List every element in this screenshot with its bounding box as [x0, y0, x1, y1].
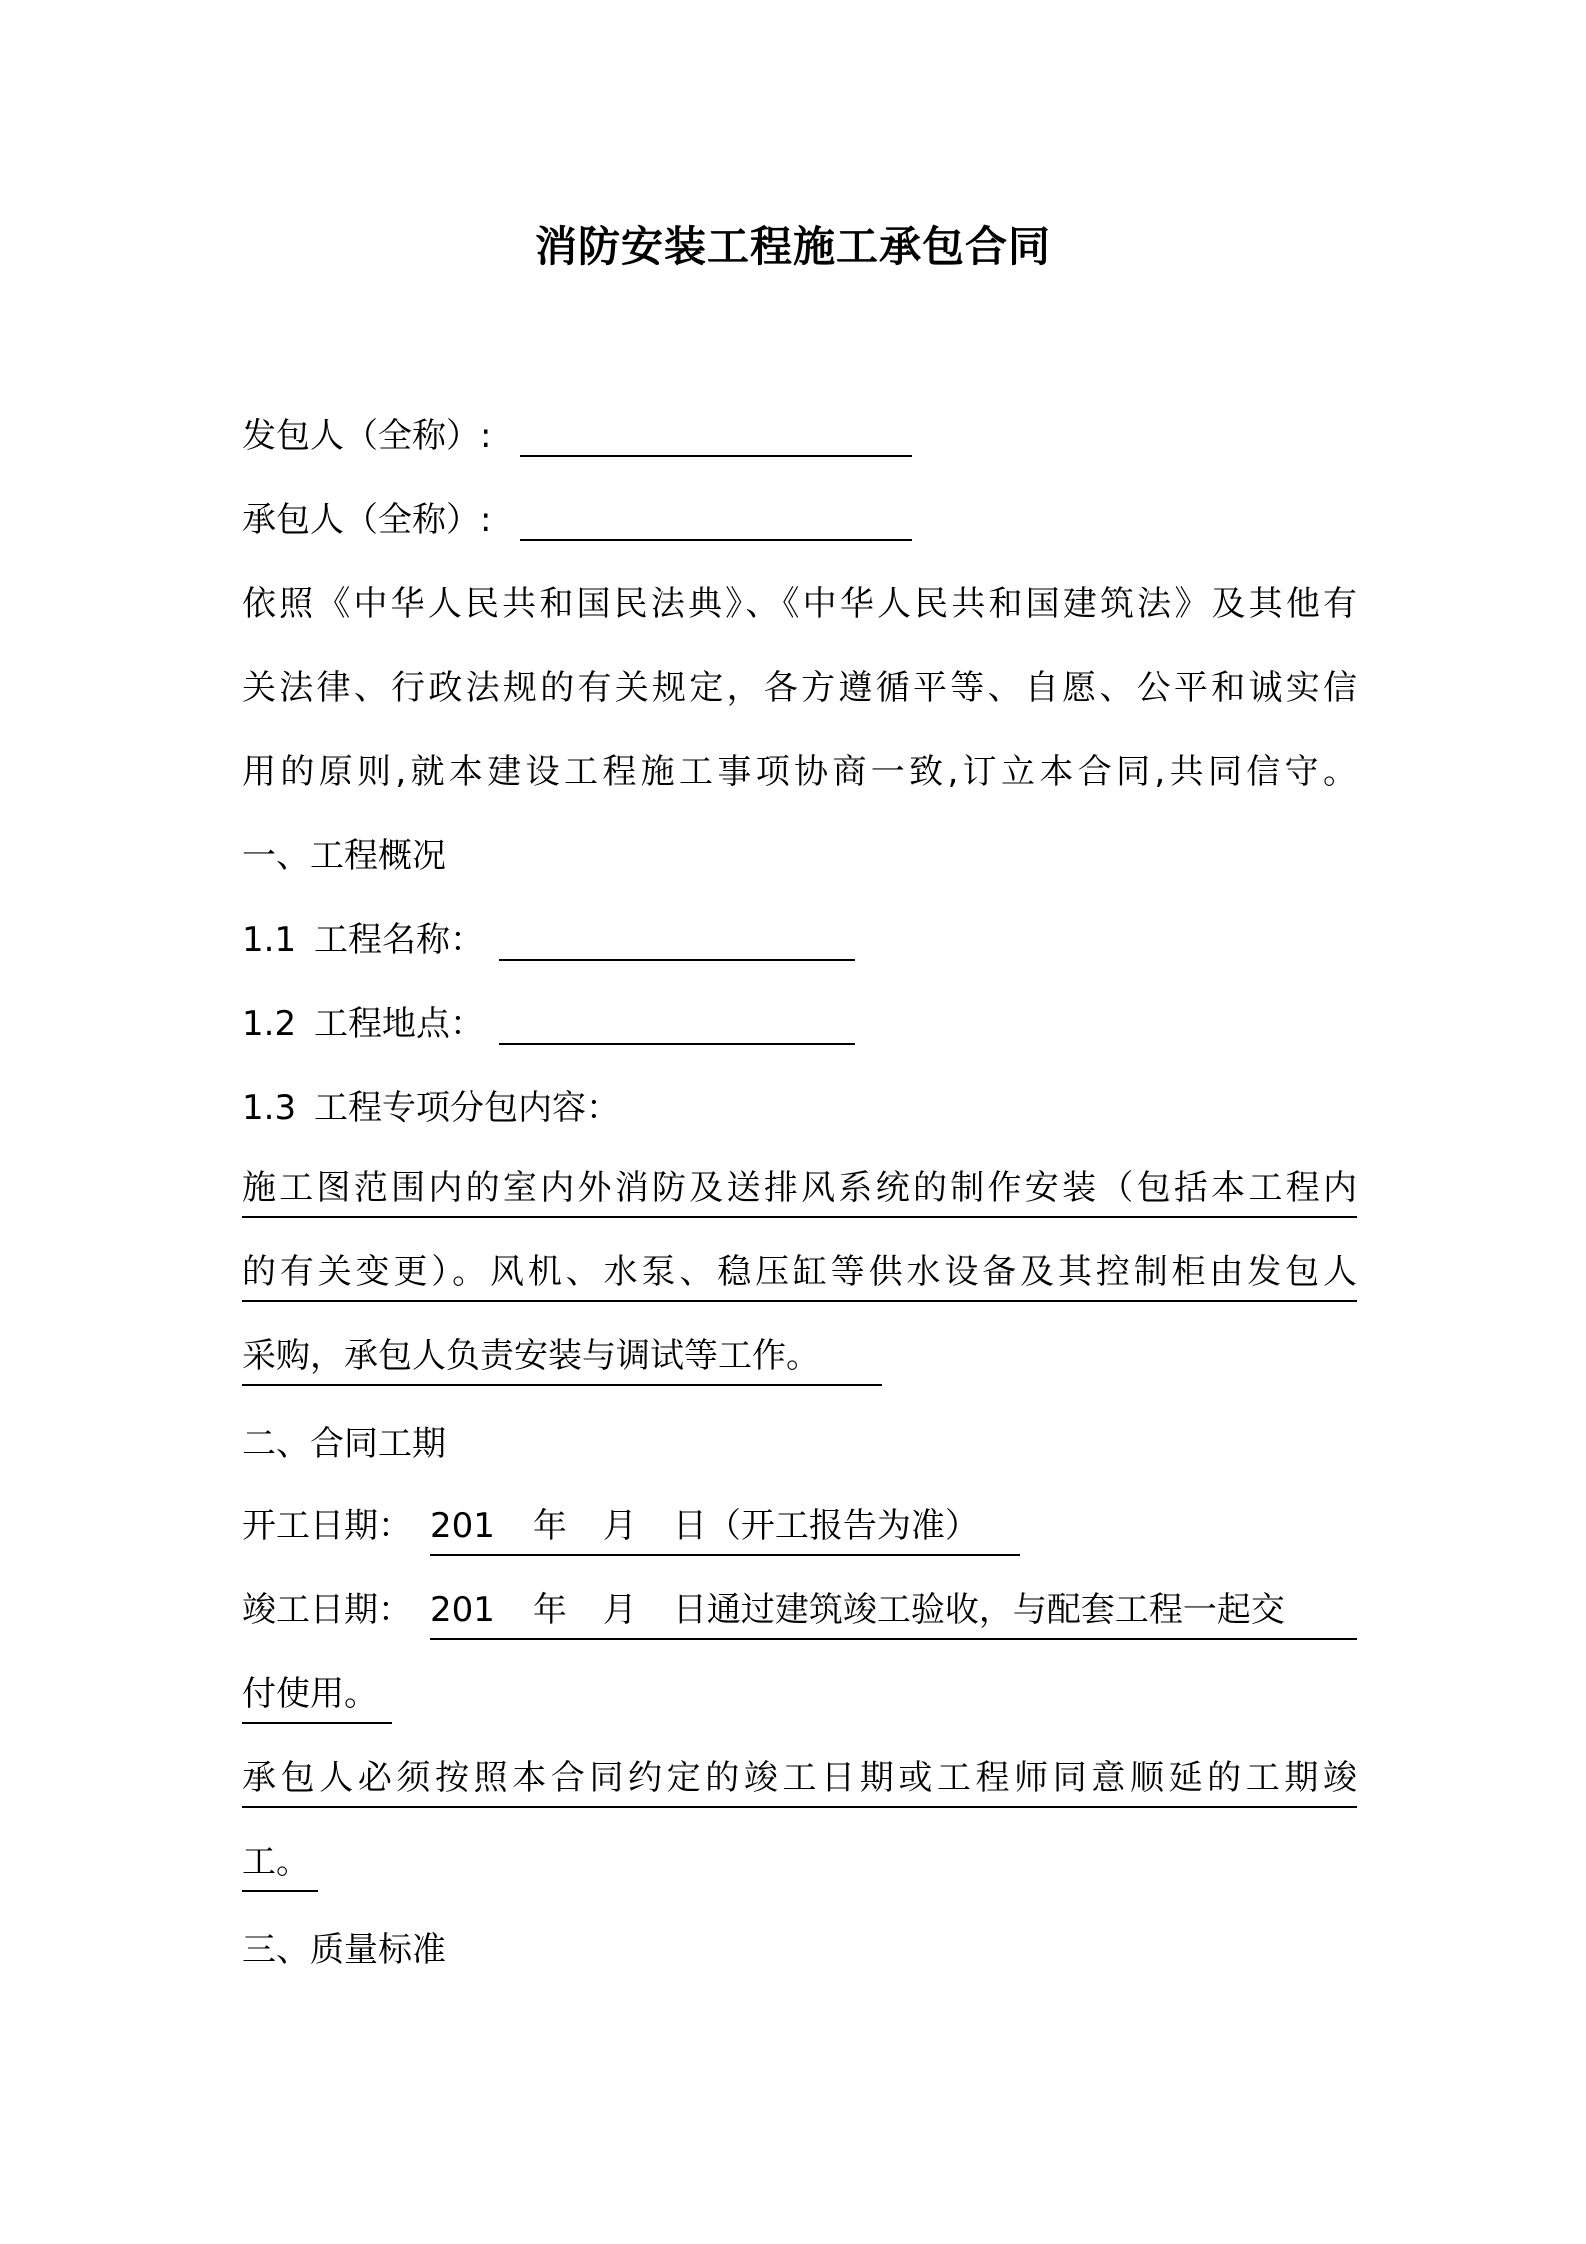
- requirement-line-2: 工。: [242, 1840, 318, 1892]
- start-date-line: [242, 1504, 412, 1548]
- section2-heading: 二、合同工期: [242, 1424, 446, 1464]
- project-name-line: [242, 918, 855, 962]
- end-date-line: [242, 1588, 412, 1632]
- project-name-blank[interactable]: [499, 929, 855, 961]
- contractor-name-blank[interactable]: [520, 509, 912, 541]
- project-location-label: 工程地点：: [314, 1004, 484, 1044]
- item-number: 1.3: [242, 1088, 297, 1128]
- end-date-field-cont: 付使用。: [242, 1672, 392, 1724]
- employer-name-blank[interactable]: [520, 425, 912, 457]
- employer-label: 发包人（全称）:: [242, 416, 492, 456]
- preamble-line-2: 关法律、行政法规的有关规定，各方遵循平等、自愿、公平和诚实信: [242, 668, 1357, 708]
- scope-heading-line: [242, 1086, 620, 1130]
- project-name-label: 工程名称：: [314, 920, 484, 960]
- requirement-line-1: 承包人必须按照本合同约定的竣工日期或工程师同意顺延的工期竣: [242, 1756, 1357, 1808]
- item-number: 1.2: [242, 1004, 297, 1044]
- end-date-label: 竣工日期：: [242, 1590, 412, 1630]
- start-date-label: 开工日期：: [242, 1506, 412, 1546]
- project-location-blank[interactable]: [499, 1013, 855, 1045]
- document-title: 消防安装工程施工承包合同: [534, 222, 1051, 271]
- contractor-label: 承包人（全称）:: [242, 500, 492, 540]
- employer-line: [242, 414, 912, 458]
- preamble-line-3: 用的原则,就本建设工程施工事项协商一致,订立本合同,共同信守。: [242, 752, 1357, 792]
- end-date-field[interactable]: 201 年 月 日通过建筑竣工验收，与配套工程一起交: [430, 1588, 1357, 1640]
- preamble-line-1: 依照《中华人民共和国民法典》、《中华人民共和国建筑法》及其他有: [242, 584, 1357, 624]
- contractor-line: [242, 498, 912, 542]
- project-location-line: [242, 1002, 855, 1046]
- section1-heading: 一、工程概况: [242, 836, 446, 876]
- scope-line-1: 施工图范围内的室内外消防及送排风系统的制作安装（包括本工程内: [242, 1166, 1357, 1218]
- scope-label: 工程专项分包内容：: [314, 1088, 620, 1128]
- item-number: 1.1: [242, 920, 297, 960]
- start-date-field[interactable]: 201 年 月 日（开工报告为准）: [430, 1504, 1020, 1556]
- section3-heading: 三、质量标准: [242, 1930, 446, 1970]
- scope-line-2: 的有关变更）。风机、水泵、稳压缸等供水设备及其控制柜由发包人: [242, 1250, 1357, 1302]
- scope-line-3: 采购，承包人负责安装与调试等工作。: [242, 1334, 882, 1386]
